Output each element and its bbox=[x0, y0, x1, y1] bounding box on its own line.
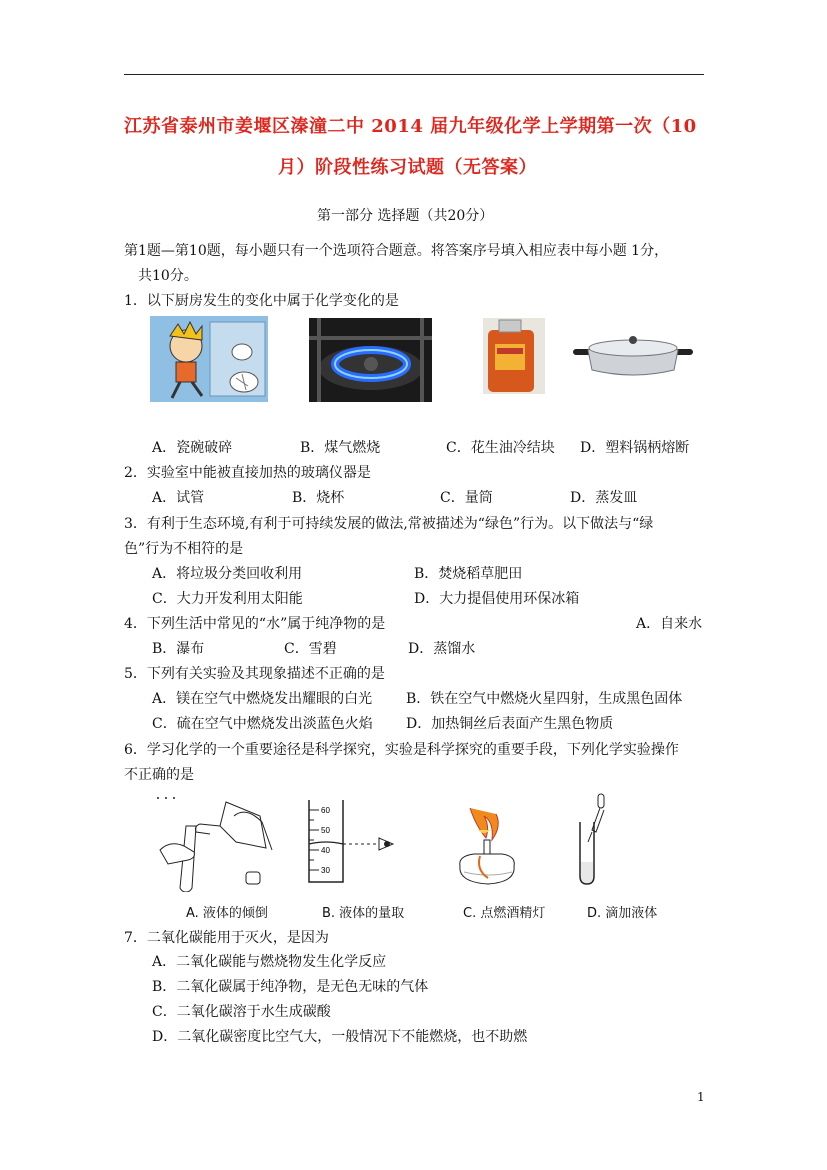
q1-option-b: B．煤气燃烧 bbox=[300, 440, 381, 456]
q4-option-c: C．雪碧 bbox=[284, 641, 337, 657]
header-rule bbox=[124, 74, 704, 75]
q7-option-d: D．二氧化碳密度比空气大，一般情况下不能燃烧，也不助燃 bbox=[152, 1029, 528, 1045]
q5-stem: 5．下列有关实验及其现象描述不正确的是 bbox=[124, 666, 385, 682]
pouring-liquid-image bbox=[150, 796, 278, 892]
q2-option-d: D．蒸发皿 bbox=[570, 490, 638, 506]
q5-option-d: D．加热铜丝后表面产生黑色物质 bbox=[406, 716, 614, 732]
q2-option-b: B．烧杯 bbox=[292, 490, 345, 506]
cooking-pot-image bbox=[570, 330, 696, 380]
graduated-cylinder-image bbox=[303, 796, 403, 886]
breaking-bowl-image bbox=[150, 316, 268, 402]
cylinder-tick-label: 50 bbox=[321, 826, 330, 835]
q5-option-a: A．镁在空气中燃烧发出耀眼的白光 bbox=[152, 691, 373, 707]
alcohol-lamp-image bbox=[450, 796, 530, 892]
cylinder-tick-label: 30 bbox=[321, 866, 330, 875]
gas-stove-image bbox=[309, 318, 432, 402]
q5-option-c: C．硫在空气中燃烧发出淡蓝色火焰 bbox=[152, 716, 373, 732]
q7-option-a: A．二氧化碳能与燃烧物发生化学反应 bbox=[152, 954, 387, 970]
q1-option-c: C．花生油冷结块 bbox=[446, 440, 555, 456]
peanut-oil-image bbox=[483, 318, 545, 394]
q4-option-b: B．瀑布 bbox=[152, 641, 205, 657]
q6-caption-b: B. 液体的量取 bbox=[322, 906, 405, 921]
q6-caption-a: A. 液体的倾倒 bbox=[186, 906, 268, 921]
q1-stem: 1．以下厨房发生的变化中属于化学变化的是 bbox=[124, 293, 399, 309]
exam-title-line2: 月）阶段性练习试题（无答案） bbox=[278, 157, 537, 178]
section-heading: 第一部分 选择题（共20分） bbox=[317, 208, 494, 224]
q4-stem: 4．下列生活中常见的“水”属于纯净物的是 bbox=[124, 616, 386, 632]
instructions-line2: 共10分。 bbox=[138, 268, 198, 284]
q6-stem-line2: 不正确的是 bbox=[124, 767, 194, 783]
q5-option-b: B．铁在空气中燃烧火星四射，生成黑色固体 bbox=[406, 691, 683, 707]
q3-option-c: C．大力开发利用太阳能 bbox=[152, 591, 303, 607]
dropper-tube-image bbox=[570, 792, 620, 888]
cylinder-tick-label: 40 bbox=[321, 846, 330, 855]
q2-option-a: A．试管 bbox=[152, 490, 205, 506]
q1-option-d: D．塑料锅柄熔断 bbox=[580, 440, 690, 456]
q7-stem: 7．二氧化碳能用于灭火，是因为 bbox=[124, 930, 329, 946]
q2-stem: 2．实验室中能被直接加热的玻璃仪器是 bbox=[124, 465, 371, 481]
q6-caption-c: C. 点燃酒精灯 bbox=[463, 906, 546, 921]
q6-caption-d: D. 滴加液体 bbox=[587, 906, 658, 921]
exam-title-line1: 江苏省泰州市姜堰区溱潼二中 2014 届九年级化学上学期第一次（10 bbox=[124, 116, 697, 137]
q6-stem-line1: 6．学习化学的一个重要途径是科学探究，实验是科学探究的重要手段，下列化学实验操作 bbox=[124, 742, 679, 758]
q3-option-a: A．将垃圾分类回收利用 bbox=[152, 566, 303, 582]
page-number: 1 bbox=[697, 1090, 705, 1104]
q4-option-d: D．蒸馏水 bbox=[408, 641, 476, 657]
q3-option-d: D．大力提倡使用环保冰箱 bbox=[414, 591, 580, 607]
q1-option-a: A．瓷碗破碎 bbox=[152, 440, 233, 456]
q3-stem-line1: 3．有利于生态环境,有利于可持续发展的做法,常被描述为“绿色”行为。以下做法与“绿 bbox=[124, 516, 654, 532]
q4-option-a: A．自来水 bbox=[636, 616, 703, 632]
q7-option-b: B．二氧化碳属于纯净物，是无色无味的气体 bbox=[152, 979, 429, 995]
cylinder-tick-label: 60 bbox=[321, 806, 330, 815]
q3-option-b: B．焚烧稻草肥田 bbox=[414, 566, 523, 582]
q3-stem-line2: 色”行为不相符的是 bbox=[124, 541, 244, 557]
q7-option-c: C．二氧化碳溶于水生成碳酸 bbox=[152, 1004, 331, 1020]
instructions-line1: 第1题—第10题，每小题只有一个选项符合题意。将答案序号填入相应表中每小题 1分， bbox=[124, 243, 669, 259]
q2-option-c: C．量筒 bbox=[440, 490, 493, 506]
